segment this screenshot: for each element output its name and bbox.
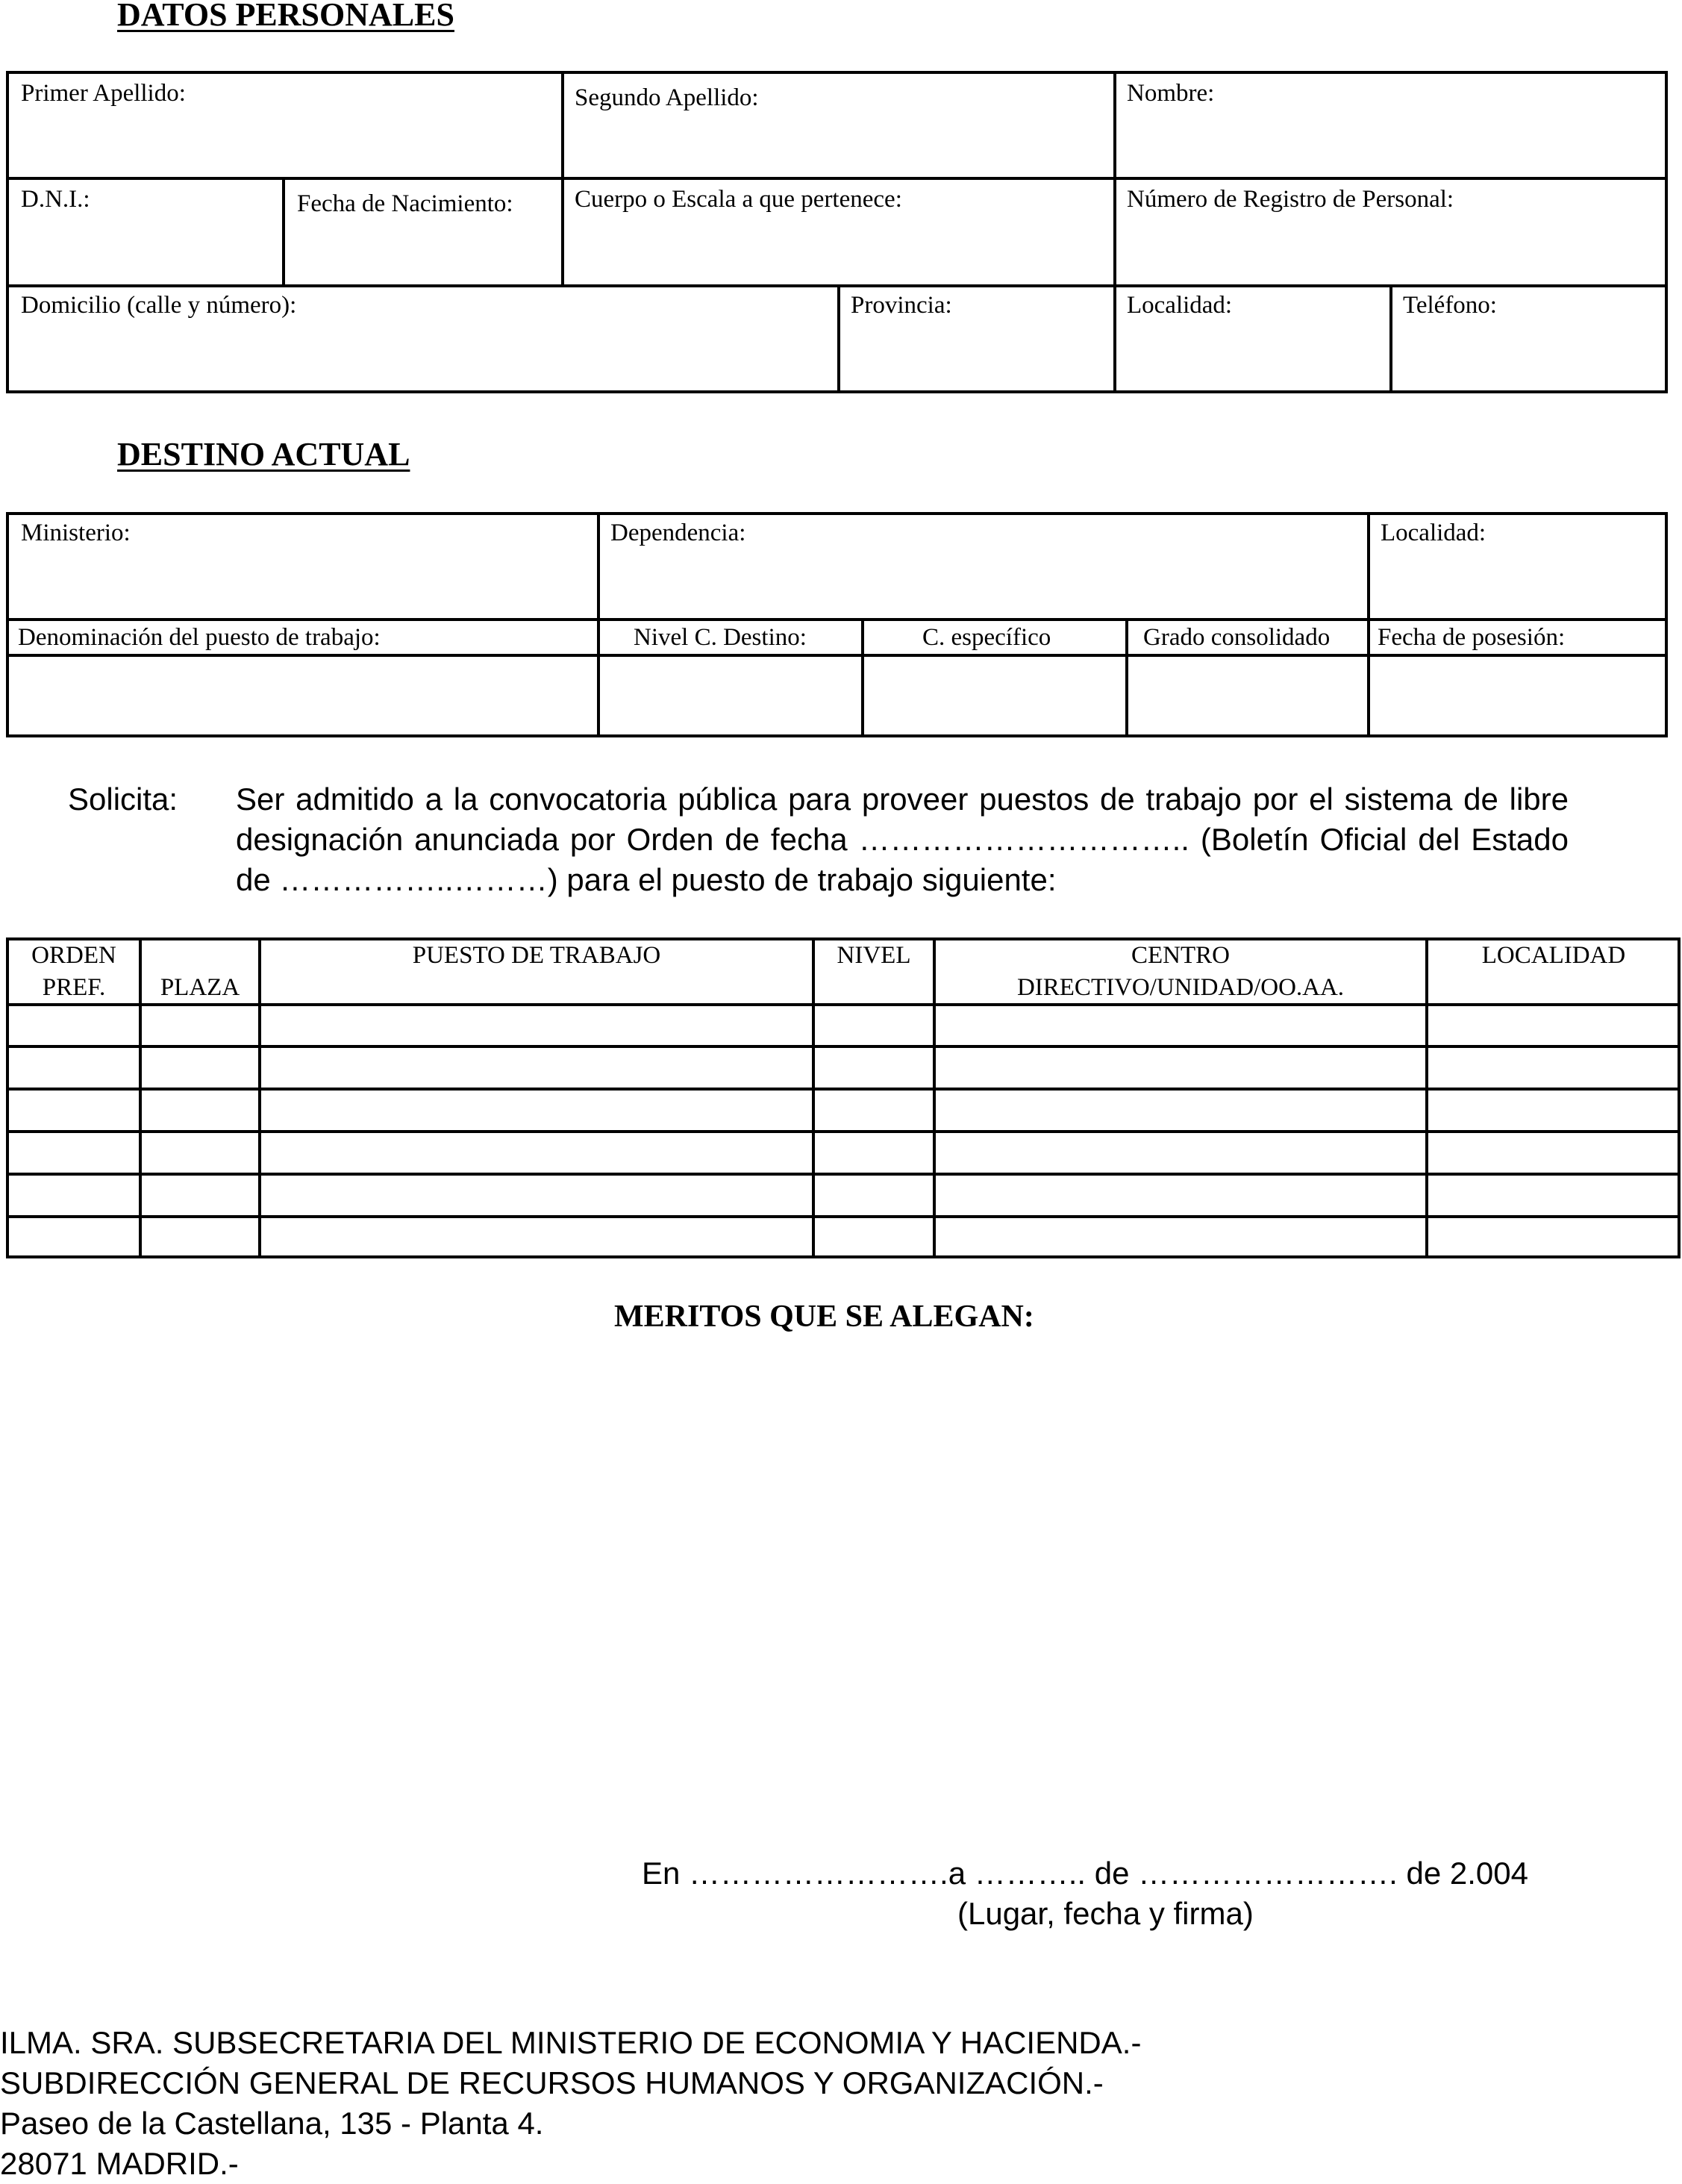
table-cell-centro[interactable] — [936, 1006, 1425, 1045]
table-cell-nivel[interactable] — [815, 1006, 933, 1045]
c-especifico-label: C. específico — [922, 624, 1051, 651]
segundo-apellido-field[interactable] — [561, 71, 1116, 180]
segundo-apellido-input[interactable] — [564, 115, 1113, 177]
primer-apellido-input[interactable] — [9, 115, 561, 177]
table-cell-nivel[interactable] — [815, 1176, 933, 1215]
localidad-destino-input[interactable] — [1370, 556, 1665, 618]
solicita-line-2: designación anunciada por Orden de fecha ………………………….. (Boletín Oficial del Estado — [236, 822, 1569, 857]
provincia-label: Provincia: — [851, 292, 952, 319]
numero-registro-label: Número de Registro de Personal: — [1127, 186, 1454, 213]
domicilio-field[interactable] — [6, 284, 840, 393]
ministerio-label: Ministerio: — [21, 520, 131, 546]
localidad-personal-label: Localidad: — [1127, 292, 1233, 319]
table-cell-puesto[interactable] — [261, 1176, 812, 1215]
segundo-apellido-label: Segundo Apellido: — [575, 84, 759, 111]
header-centro-line-2: DIRECTIVO/UNIDAD/OO.AA. — [1016, 974, 1345, 1001]
table-cell-orden[interactable] — [9, 1218, 139, 1255]
numero-registro-field[interactable] — [1113, 177, 1668, 287]
telefono-field[interactable] — [1389, 284, 1668, 393]
table-cell-localidad[interactable] — [1428, 1091, 1678, 1130]
localidad-personal-input[interactable] — [1116, 328, 1389, 390]
localidad-destino-field[interactable] — [1367, 512, 1668, 621]
nombre-field[interactable] — [1113, 71, 1668, 180]
destino-actual-heading: DESTINO ACTUAL — [117, 436, 410, 472]
datos-personales-heading: DATOS PERSONALES — [117, 0, 454, 33]
nivel-destino-label: Nivel C. Destino: — [634, 624, 807, 651]
header-nivel: NIVEL — [837, 942, 911, 969]
localidad-destino-label: Localidad: — [1381, 520, 1486, 546]
table-cell-puesto[interactable] — [261, 1006, 812, 1045]
table-cell-centro[interactable] — [936, 1133, 1425, 1173]
header-orden-line-2: PREF. — [42, 974, 106, 1001]
fecha-nacimiento-label: Fecha de Nacimiento: — [297, 190, 513, 217]
dni-field[interactable] — [6, 177, 285, 287]
table-cell-nivel[interactable] — [815, 1218, 933, 1255]
header-centro — [936, 940, 1425, 1004]
table-cell-localidad[interactable] — [1428, 1048, 1678, 1088]
table-cell-centro[interactable] — [936, 1048, 1425, 1088]
solicita-line-3: de ……………..………) para el puesto de trabajo siguiente: — [236, 862, 1057, 897]
primer-apellido-field[interactable] — [6, 71, 564, 180]
destinatario-line-1: ILMA. SRA. SUBSECRETARIA DEL MINISTERIO DE ECONOMIA Y HACIENDA.- — [0, 2025, 1142, 2060]
provincia-input[interactable] — [840, 328, 1113, 390]
table-cell-localidad[interactable] — [1428, 1006, 1678, 1045]
header-puesto: PUESTO DE TRABAJO — [412, 942, 661, 969]
header-orden-line-1: ORDEN — [31, 942, 116, 969]
fecha-posesion-label: Fecha de posesión: — [1378, 624, 1566, 651]
table-cell-centro[interactable] — [936, 1091, 1425, 1130]
table-cell-plaza[interactable] — [142, 1176, 258, 1215]
domicilio-label: Domicilio (calle y número): — [21, 292, 297, 319]
meritos-heading: MERITOS QUE SE ALEGAN: — [614, 1300, 1034, 1334]
numero-registro-input[interactable] — [1116, 222, 1665, 284]
dependencia-input[interactable] — [600, 556, 1367, 618]
destinatario-line-4: 28071 MADRID.- — [0, 2146, 239, 2181]
solicita-line-1: Ser admitido a la convocatoria pública para proveer puestos de trabajo por el sistema de libre — [236, 781, 1569, 817]
table-cell-orden[interactable] — [9, 1176, 139, 1215]
dependencia-label: Dependencia: — [610, 520, 746, 546]
header-plaza: PLAZA — [160, 974, 240, 1001]
table-cell-nivel[interactable] — [815, 1091, 933, 1130]
table-cell-plaza[interactable] — [142, 1091, 258, 1130]
cuerpo-escala-input[interactable] — [564, 222, 1113, 284]
cuerpo-escala-field[interactable] — [561, 177, 1116, 287]
table-cell-puesto[interactable] — [261, 1133, 812, 1173]
table-cell-localidad[interactable] — [1428, 1176, 1678, 1215]
table-cell-puesto[interactable] — [261, 1218, 812, 1255]
cuerpo-escala-label: Cuerpo o Escala a que pertenece: — [575, 186, 902, 213]
ministerio-input[interactable] — [9, 556, 597, 618]
destinatario-block — [0, 2023, 1141, 2184]
table-cell-plaza[interactable] — [142, 1048, 258, 1088]
solicita-label: Solicita: — [68, 781, 178, 817]
domicilio-input[interactable] — [9, 328, 837, 390]
table-cell-orden[interactable] — [9, 1133, 139, 1173]
denominacion-input[interactable] — [9, 657, 597, 734]
table-cell-orden[interactable] — [9, 1048, 139, 1088]
table-cell-puesto[interactable] — [261, 1091, 812, 1130]
fecha-posesion-input[interactable] — [1370, 657, 1665, 734]
header-localidad: LOCALIDAD — [1481, 942, 1626, 969]
table-cell-orden[interactable] — [9, 1006, 139, 1045]
header-orden-pref — [9, 940, 139, 1004]
table-cell-plaza[interactable] — [142, 1006, 258, 1045]
table-cell-localidad[interactable] — [1428, 1133, 1678, 1173]
primer-apellido-label: Primer Apellido: — [21, 80, 186, 107]
solicita-paragraph — [236, 779, 1569, 900]
table-cell-localidad[interactable] — [1428, 1218, 1678, 1255]
nombre-label: Nombre: — [1127, 80, 1215, 107]
table-cell-orden[interactable] — [9, 1091, 139, 1130]
firma-line: En …………………….a ……….. de ……………………. de 2.004 — [642, 1856, 1528, 1891]
table-cell-nivel[interactable] — [815, 1048, 933, 1088]
grado-label: Grado consolidado — [1143, 624, 1331, 651]
nivel-destino-input[interactable] — [600, 657, 861, 734]
table-cell-nivel[interactable] — [815, 1133, 933, 1173]
fecha-nacimiento-field[interactable] — [282, 177, 564, 287]
localidad-personal-field[interactable] — [1113, 284, 1392, 393]
table-cell-plaza[interactable] — [142, 1218, 258, 1255]
destinatario-line-3: Paseo de la Castellana, 135 - Planta 4. — [0, 2106, 544, 2141]
c-especifico-input[interactable] — [864, 657, 1125, 734]
table-cell-centro[interactable] — [936, 1176, 1425, 1215]
destinatario-line-2: SUBDIRECCIÓN GENERAL DE RECURSOS HUMANOS Y ORGANIZACIÓN.- — [0, 2065, 1104, 2100]
denominacion-label: Denominación del puesto de trabajo: — [18, 624, 381, 651]
fecha-nacimiento-input[interactable] — [285, 222, 561, 284]
nombre-input[interactable] — [1116, 115, 1665, 177]
table-cell-centro[interactable] — [936, 1218, 1425, 1255]
dni-label: D.N.I.: — [21, 186, 90, 213]
telefono-input[interactable] — [1392, 328, 1665, 390]
grado-input[interactable] — [1128, 657, 1367, 734]
meritos-textarea[interactable] — [30, 1351, 1652, 1847]
ministerio-field[interactable] — [6, 512, 600, 621]
firma-caption: (Lugar, fecha y firma) — [957, 1896, 1254, 1931]
header-centro-line-1: CENTRO — [1131, 942, 1230, 969]
table-cell-puesto[interactable] — [261, 1048, 812, 1088]
dni-input[interactable] — [9, 222, 282, 284]
provincia-field[interactable] — [837, 284, 1116, 393]
table-cell-plaza[interactable] — [142, 1133, 258, 1173]
dependencia-field[interactable] — [597, 512, 1370, 621]
telefono-label: Teléfono: — [1403, 292, 1497, 319]
